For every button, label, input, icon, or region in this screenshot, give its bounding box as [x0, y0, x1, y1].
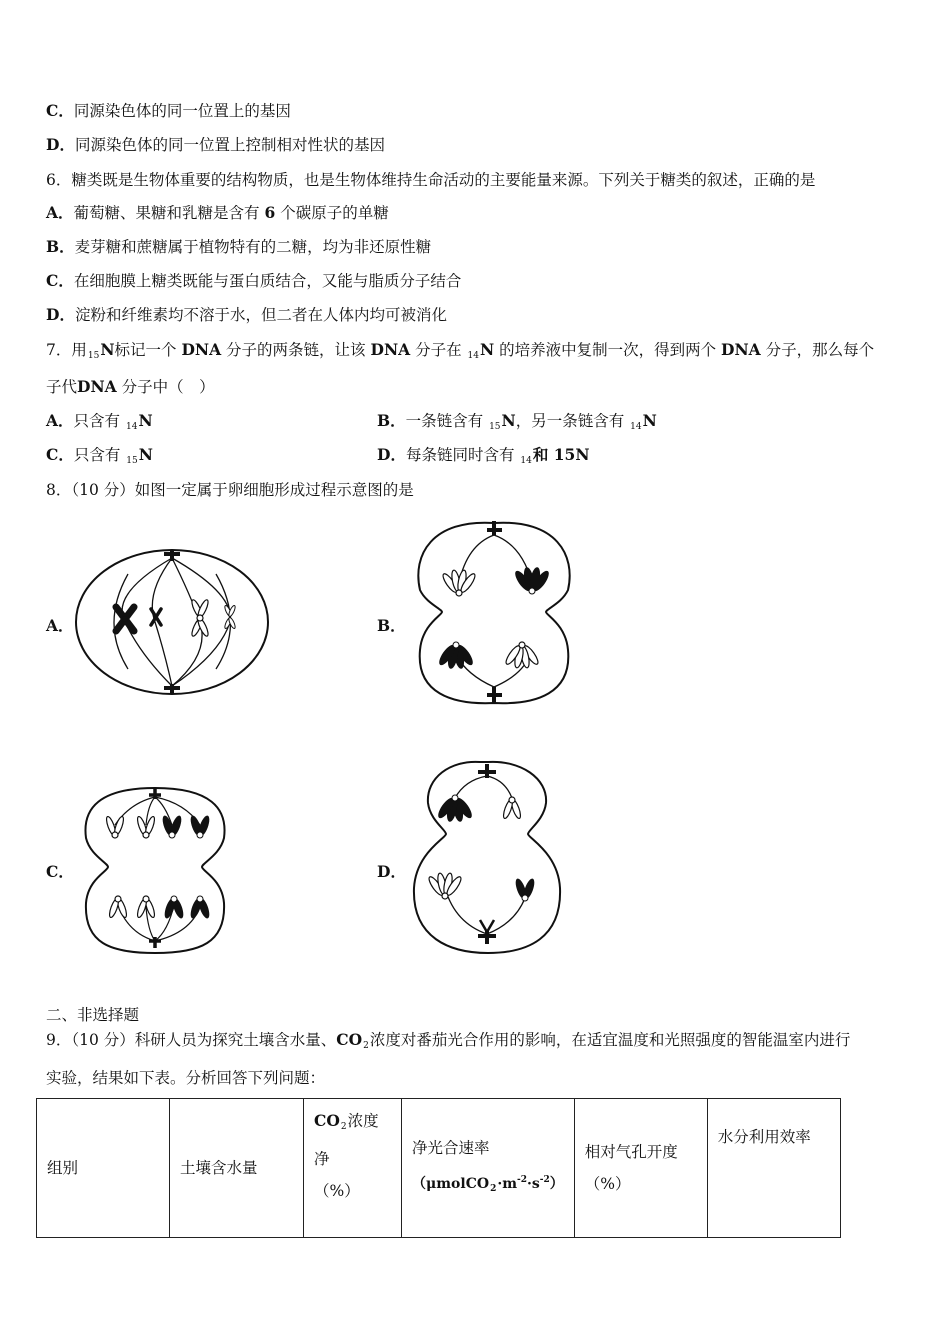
q6-option-d-text: 淀粉和纤维素均不溶于水，但二者在人体内均可被消化 — [74, 306, 447, 324]
header-co2-unit: （%） — [314, 1182, 360, 1200]
q5-option-c-letter: C． — [46, 101, 74, 120]
q6-option-a-text1: 葡萄糖、果糖和乳糖是含有 — [73, 204, 260, 222]
q7-dna-1: DNA — [181, 340, 222, 359]
q7-option-b-n2: N — [642, 411, 657, 430]
q7-text-2: 标记一个 — [114, 341, 177, 359]
q7-line2-a: 子代 — [46, 378, 78, 396]
q7-option-a-iso: 14 — [125, 422, 138, 432]
figure-b — [412, 515, 577, 710]
q6-option-c — [46, 271, 461, 291]
q5-option-c-text: 同源染色体的同一位置上的基因 — [73, 102, 291, 120]
q9-stem-line1 — [46, 1030, 850, 1056]
header-stomatal-label: 相对气孔开度 — [584, 1143, 678, 1161]
q7-text-5: 的培养液中复制一次，得到两个 — [499, 341, 717, 359]
header-group: 组别 — [37, 1099, 170, 1238]
q7-option-b — [377, 411, 657, 437]
q7-text-1: 用 — [71, 341, 87, 359]
header-net-photosynthesis — [402, 1099, 575, 1238]
q7-option-c-n: N — [138, 445, 153, 464]
q7-option-a — [46, 411, 153, 437]
q7-option-b-text2: ，另一条链含有 — [515, 412, 625, 430]
q6-option-a-text2: 个碳原子的单糖 — [280, 204, 389, 222]
q8-label-d: D． — [377, 862, 406, 881]
q7-stem-line2 — [46, 377, 215, 397]
q9-co: CO — [336, 1030, 363, 1049]
unit-part-2: ·m — [497, 1175, 518, 1192]
q7-option-d-text2: 和 15N — [532, 445, 590, 464]
q7-option-d — [377, 445, 590, 471]
q6-option-c-letter: C． — [46, 271, 74, 290]
q7-option-a-letter: A． — [46, 411, 74, 430]
q6-option-d — [46, 305, 447, 325]
q7-text-3: 分子的两条链，让该 — [226, 341, 366, 359]
q6-option-a-num: 6 — [264, 203, 276, 222]
q7-line2-b: 分子中（ ） — [121, 378, 215, 396]
header-co2-co: CO — [314, 1111, 340, 1130]
q9-stem-line2: 实验，结果如下表。分析回答下列问题： — [46, 1069, 326, 1087]
q7-option-c-iso: 15 — [126, 456, 138, 466]
q7-option-b-n1: N — [501, 411, 516, 430]
q7-option-c-letter: C． — [46, 445, 74, 464]
q6-option-a — [46, 203, 389, 223]
q6-option-d-letter: D． — [46, 305, 75, 324]
unit-sup-2: -2 — [539, 1174, 550, 1185]
q7-iso-14: 14 — [467, 351, 479, 361]
q5-option-d — [46, 135, 385, 155]
q9-line1-b: 浓度对番茄光合作用的影响，在适宜温度和光照强度的智能温室内进行 — [369, 1031, 851, 1049]
q6-option-b-letter: B． — [46, 237, 75, 256]
q7-option-a-n: N — [138, 411, 153, 430]
unit-part-4: ） — [549, 1175, 564, 1192]
q7-text-4: 分子在 — [415, 341, 462, 359]
figure-d — [410, 758, 565, 956]
q7-number: 7． — [46, 341, 72, 359]
q6-option-c-text: 在细胞膜上糖类既能与蛋白质结合，又能与脂质分子结合 — [73, 272, 462, 290]
q7-option-b-text1: 一条链含有 — [405, 412, 484, 430]
header-soil-water: 土壤含水量 — [170, 1099, 304, 1238]
q7-stem-line1 — [46, 340, 874, 366]
q6-option-a-letter: A． — [46, 203, 74, 222]
unit-part-3: ·s — [527, 1175, 540, 1192]
q7-option-b-letter: B． — [377, 411, 406, 430]
header-co2-line2: 净 — [314, 1150, 330, 1168]
table-header-row — [37, 1099, 841, 1238]
q5-option-d-text: 同源染色体的同一位置上控制相对性状的基因 — [74, 136, 385, 154]
q7-dna-3: DNA — [721, 340, 761, 359]
unit-sup-1: -2 — [517, 1174, 528, 1185]
q7-iso-15: 15 — [87, 351, 100, 361]
header-stomatal-opening — [574, 1099, 707, 1238]
header-water-efficiency: 水分利用效率 — [707, 1099, 840, 1238]
q5-option-d-letter: D． — [46, 135, 75, 154]
q7-dna-4: DNA — [77, 377, 117, 396]
header-co2-sub: 2 — [340, 1122, 347, 1132]
header-co2 — [304, 1099, 402, 1238]
header-stomatal-unit: （%） — [584, 1175, 631, 1193]
q7-text-6: 分子，那么每个 — [765, 341, 875, 359]
q6-stem: 6．糖类既是生物体重要的结构物质，也是生物体维持生命活动的主要能量来源。下列关于糖类的叙述，正确的是 — [46, 171, 816, 189]
q7-option-a-text: 只含有 — [73, 412, 121, 430]
q6-option-b-text: 麦芽糖和蔗糖属于植物特有的二糖，均为非还原性糖 — [74, 238, 432, 256]
unit-sub: 2 — [490, 1183, 497, 1194]
q9-co-sub: 2 — [363, 1041, 369, 1051]
section-2-title: 二、非选择题 — [46, 1006, 140, 1024]
q7-option-d-letter: D． — [377, 445, 406, 464]
q9-line1-a: 9．（10 分）科研人员为探究土壤含水量、 — [46, 1031, 337, 1049]
q5-option-c — [46, 101, 291, 121]
q7-dna-2: DNA — [370, 340, 411, 359]
q8-stem: 8．（10 分）如图一定属于卵细胞形成过程示意图的是 — [46, 481, 414, 499]
q7-option-b-iso15: 15 — [489, 422, 501, 432]
q9-table — [36, 1098, 841, 1238]
q6-option-b — [46, 237, 431, 257]
figure-a — [70, 544, 275, 699]
q7-option-d-iso: 14 — [520, 456, 532, 466]
q7-option-b-iso14: 14 — [630, 422, 642, 432]
header-co2-text: 浓度 — [347, 1112, 379, 1130]
q7-option-c-text: 只含有 — [73, 446, 121, 464]
header-net-ps-unit — [412, 1164, 564, 1205]
q8-label-b: B． — [377, 616, 406, 635]
q7-n-2: N — [479, 340, 495, 359]
q7-option-c — [46, 445, 153, 471]
q7-option-d-text1: 每条链同时含有 — [405, 446, 515, 464]
figure-c — [80, 783, 230, 958]
q8-label-c: C． — [46, 862, 74, 881]
header-net-ps-label: 净光合速率 — [412, 1138, 490, 1157]
q7-n: N — [100, 340, 115, 359]
unit-part-1: （μmolCO — [412, 1175, 490, 1192]
q8-label-a: A． — [46, 616, 74, 635]
